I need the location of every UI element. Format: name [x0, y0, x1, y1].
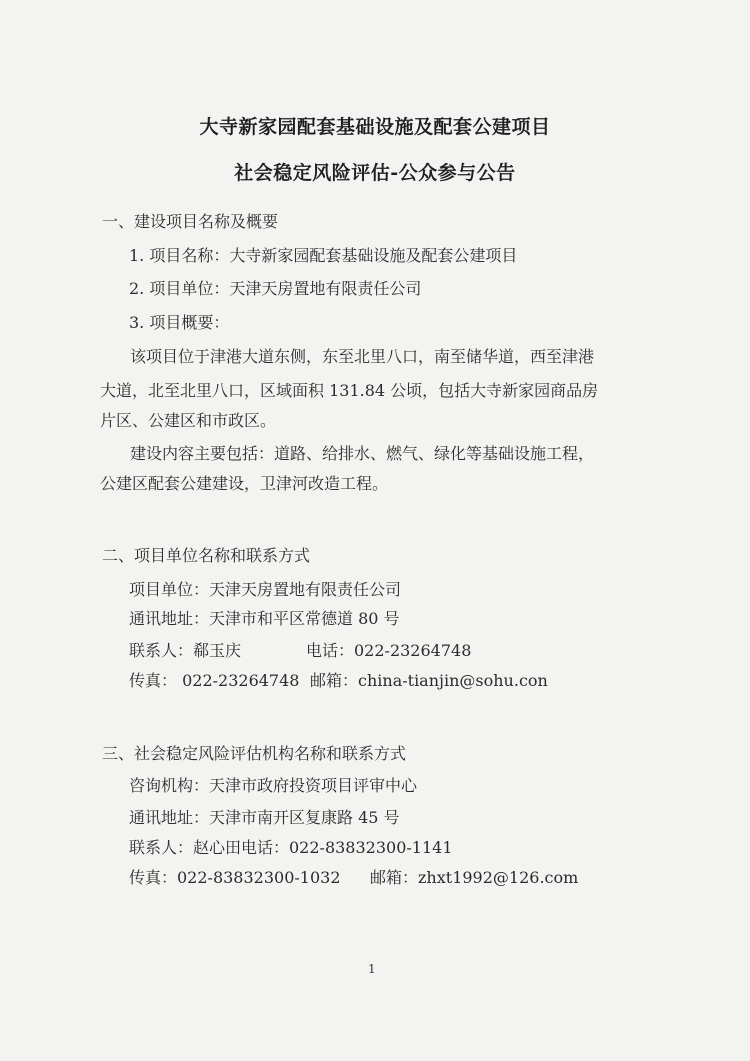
content-paragraph-line: 建设内容主要包括：道路、给排水、燃气、绿化等基础设施工程， [130, 444, 595, 463]
document-title: 大寺新家园配套基础设施及配套公建项目 [199, 116, 551, 138]
page-number: 1 [368, 962, 376, 976]
section3-email: 邮箱：zhxt1992@126.com [370, 868, 579, 887]
section3-address: 通讯地址：天津市南开区复康路 45 号 [129, 808, 400, 827]
section1-item-summary-label: 3. 项目概要： [129, 313, 230, 332]
section1-item-unit: 2. 项目单位：天津天房置地有限责任公司 [129, 279, 422, 298]
section2-unit: 项目单位：天津天房置地有限责任公司 [129, 580, 402, 599]
section3-contact: 联系人：赵心田电话：022-83832300-1141 [129, 838, 453, 857]
summary-paragraph-line: 片区、公建区和市政区。 [100, 411, 277, 430]
section2-fax: 传真： 022-23264748 [129, 671, 300, 690]
section2-heading: 二、项目单位名称和联系方式 [102, 546, 311, 565]
section2-email: 邮箱：china-tianjin@sohu.con [310, 671, 548, 690]
section1-heading: 一、建设项目名称及概要 [102, 212, 279, 231]
summary-paragraph-line: 大道，北至北里八口，区域面积 131.84 公顷，包括大寺新家园商品房 [100, 381, 599, 400]
document-subtitle: 社会稳定风险评估-公众参与公告 [234, 162, 516, 184]
section3-agency: 咨询机构：天津市政府投资项目评审中心 [129, 776, 418, 795]
section2-contact: 联系人：郗玉庆 [129, 641, 242, 660]
section2-phone: 电话：022-23264748 [306, 641, 472, 660]
section2-address: 通讯地址：天津市和平区常德道 80 号 [129, 609, 400, 628]
summary-paragraph-line: 该项目位于津港大道东侧，东至北里八口，南至储华道，西至津港 [130, 347, 595, 366]
content-paragraph-line: 公建区配套公建建设，卫津河改造工程。 [100, 474, 389, 493]
section1-item-name: 1. 项目名称：大寺新家园配套基础设施及配套公建项目 [129, 246, 518, 265]
section3-fax: 传真：022-83832300-1032 [129, 868, 341, 887]
section3-heading: 三、社会稳定风险评估机构名称和联系方式 [102, 744, 407, 763]
